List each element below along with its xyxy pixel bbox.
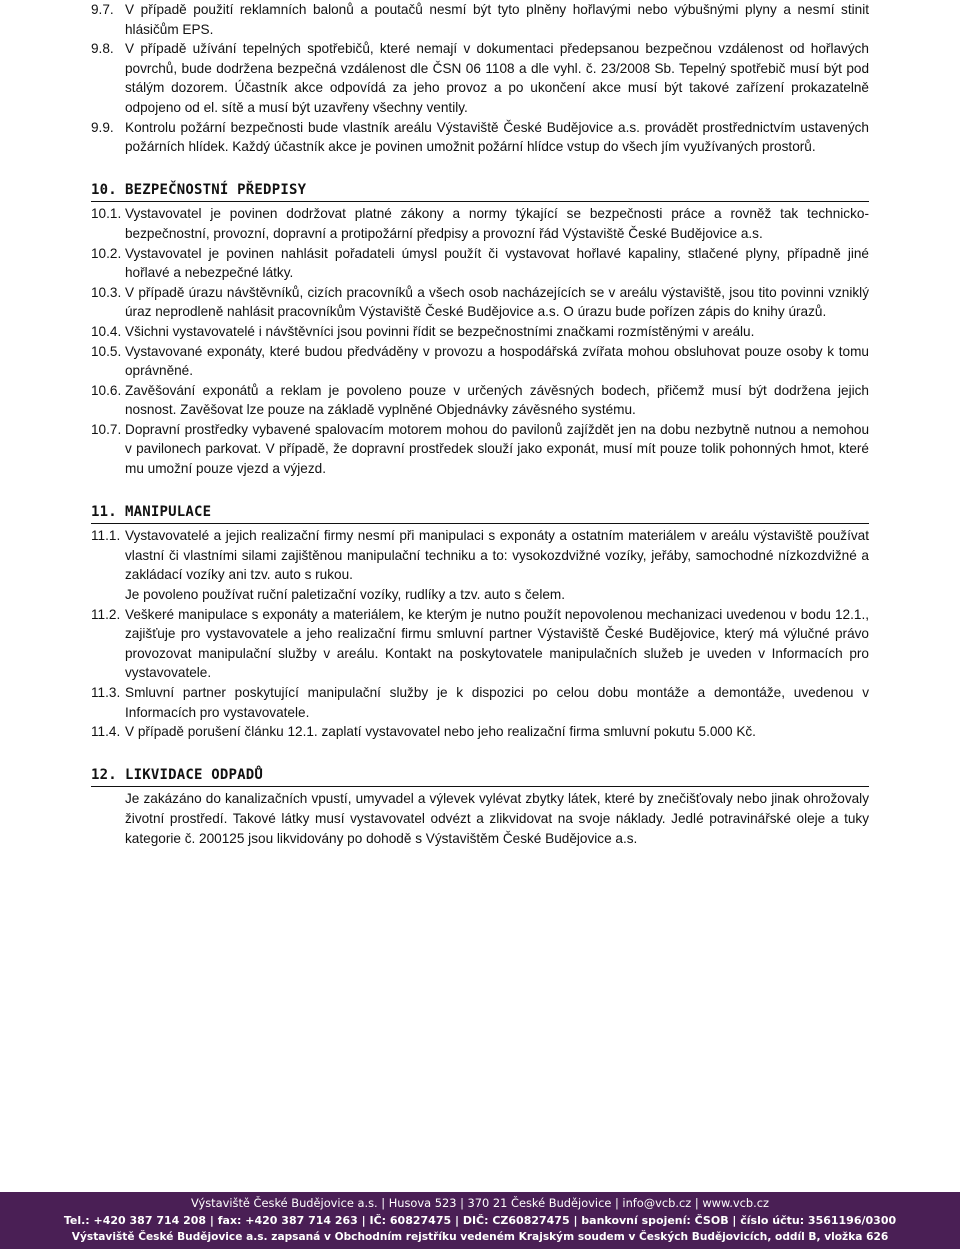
clause-text: Všichni vystavovatelé i návštěvníci jsou povinni řídit se bezpečnostními značkami rozmístěnými v areálu. bbox=[125, 323, 755, 339]
clause-number: 10.4. bbox=[91, 323, 122, 339]
section-9-items bbox=[91, 0, 869, 157]
clause-11-2 bbox=[91, 605, 869, 683]
clause-number: 11.4. bbox=[91, 724, 121, 740]
clause-text: Smluvní partner poskytující manipulační služby je k dispozici po celou dobu montáže a demontáže, uvedenou v Informacích pro vystavovatele. bbox=[125, 685, 869, 720]
section-number: 12. bbox=[91, 766, 117, 783]
clause-number: 9.7. bbox=[91, 2, 114, 17]
clause-10-5 bbox=[91, 342, 869, 381]
clause-9-8 bbox=[91, 39, 869, 117]
clause-text: Vystavovatelé a jejich realizační firmy nesmí při manipulaci s exponáty a ostatním materiálem v areálu výstaviště používat vlastní či vlastními silami zajištěnou manipulační techniku a to: vysokozdvižné vozíky, jeřáby, samochodné nízkozdvižné a zakládací vozíky ani tzv. auto s rukou. bbox=[125, 528, 869, 583]
clause-continuation: Je povoleno používat ruční paletizační vozíky, rudlíky a tzv. auto s čelem. bbox=[125, 587, 565, 603]
clause-10-6 bbox=[91, 381, 869, 420]
clause-number: 10.2. bbox=[91, 245, 122, 261]
clause-number: 10.1. bbox=[91, 206, 122, 222]
footer-company-ids-line: Tel.: +420 387 714 208 | fax: +420 387 714 263 | IČ: 60827475 | DIČ: CZ60827475 | bankovní spojení: ČSOB | číslo účtu: 3561196/0300 bbox=[63, 1214, 897, 1227]
clause-10-1 bbox=[91, 204, 869, 243]
clause-number: 10.7. bbox=[91, 421, 122, 437]
clause-text: V případě porušení článku 12.1. zaplatí vystavovatel nebo jeho realizační firma smluvní pokutu 5.000 Kč. bbox=[125, 724, 756, 740]
clause-10-7 bbox=[91, 420, 869, 479]
clause-number: 9.8. bbox=[91, 41, 114, 57]
clause-text: Veškeré manipulace s exponáty a materiálem, ke kterým je nutno použít nepovolenou mechanizaci uvedenou v bodu 12.1., zajišťuje pro vystavovatele a jeho realizační firmu smluvní partner Výstaviště České Budějovice, který má výlučné právo provozovat manipulační služby v areálu. Kontakt na poskytovatele manipulačních služeb je uveden v Informacích pro vystavovatele. bbox=[125, 606, 869, 681]
clause-text: Vystavované exponáty, které budou předváděny v provozu a hospodářská zvířata mohou obsluhovat pouze osoby k tomu oprávněné. bbox=[125, 343, 869, 379]
clause-text: Zavěšování exponátů a reklam je povoleno pouze v určených závěsných bodech, přičemž musí být dodržena jejich nosnost. Zavěšovat lze pouze na základě vyplněné Objednávky závěsného systému. bbox=[125, 382, 869, 418]
section-11 bbox=[91, 503, 869, 742]
clause-text: Vystavovatel je povinen nahlásit pořadateli úmysl použít či vystavovat hořlavé kapaliny, stlačené plyny, případně jiné hořlavé a nebezpečné látky. bbox=[125, 245, 869, 281]
clause-9-9 bbox=[91, 118, 869, 157]
section-heading bbox=[91, 181, 869, 203]
section-number: 10. bbox=[91, 181, 117, 198]
clause-11-4 bbox=[91, 722, 869, 742]
section-heading bbox=[91, 503, 869, 525]
page-footer bbox=[0, 1192, 960, 1249]
section-12 bbox=[91, 766, 869, 848]
clause-9-7 bbox=[91, 0, 869, 39]
clause-number: 10.3. bbox=[91, 284, 122, 300]
clause-10-2 bbox=[91, 244, 869, 283]
footer-contact-line: Výstaviště České Budějovice a.s. | Husova 523 | 370 21 České Budějovice | info@vcb.cz | www.vcb.cz bbox=[191, 1196, 769, 1210]
clause-10-3 bbox=[91, 283, 869, 322]
clause-text: V případě užívání tepelných spotřebičů, které nemají v dokumentaci předepsanou bezpečnou vzdálenost od hořlavých povrchů, bude dodržena bezpečná vzdálenost dle ČSN 06 1108 a dle vyhl. č. 23/2008 Sb. Tepelný spotřebič musí být pod stálým dozorem. Účastník akce odpovídá za jeho provoz a po ukončení akce musí být takové zařízení prokazatelně odpojeno od el. sítě a musí být uzavřeny všechny ventily. bbox=[125, 41, 869, 115]
clause-number: 11.1. bbox=[91, 528, 121, 544]
section-number: 11. bbox=[91, 503, 117, 520]
clause-number: 10.5. bbox=[91, 343, 122, 359]
section-paragraph: Je zakázáno do kanalizačních vpustí, umyvadel a výlevek vylévat zbytky látek, které by znečišťovaly nebo jinak ohrožovaly životní prostředí. Takové látky musí vystavovatel odvézt a zlikvidovat na svoje náklady. Jedlé potravinářské oleje a tuky kategorie č. 200125 jsou likvidovány po dohodě s Výstavištěm České Budějovice a.s. bbox=[125, 791, 869, 846]
section-heading bbox=[91, 766, 869, 788]
clause-text: Vystavovatel je povinen dodržovat platné zákony a normy týkající se bezpečnosti práce a rovněž tak technicko-bezpečnostní, provozní, dopravní a protipožární předpisy a provozní řád Výstaviště České Budějovice a.s. bbox=[125, 206, 869, 241]
clause-number: 9.9. bbox=[91, 119, 114, 135]
clause-number: 11.3. bbox=[91, 685, 121, 700]
clause-text: Dopravní prostředky vybavené spalovacím motorem mohou do pavilonů zajíždět jen na dobu nezbytně nutnou a nemohou v pavilonech parkovat. V případě, že dopravní prostředek slouží jako exponát, musí mít pouze tolik pohonných hmot, které mu umožní pouze vjezd a výjezd. bbox=[125, 421, 869, 477]
section-title: LIKVIDACE ODPADŮ bbox=[125, 766, 264, 783]
footer-registry-line: Výstaviště České Budějovice a.s. zapsaná v Obchodním rejstříku vedeném Krajským soudem v Českých Budějovicích, oddíl B, vložka 626 bbox=[71, 1231, 889, 1243]
clause-11-3 bbox=[91, 683, 869, 722]
clause-text: Kontrolu požární bezpečnosti bude vlastník areálu Výstaviště České Budějovice a.s. provádět prostřednictvím ustavených požárních hlídek. Každý účastník akce je povinen umožnit požární hlídce vstup do všech jím využívaných prostorů. bbox=[125, 119, 869, 155]
section-10 bbox=[91, 181, 869, 479]
clause-10-4 bbox=[91, 322, 869, 342]
clause-text: V případě použití reklamních balonů a poutačů nesmí být tyto plněny hořlavými nebo výbušnými plyny a nesmí stinit hlásičům EPS. bbox=[125, 2, 869, 37]
clause-text: V případě úrazu návštěvníků, cizích pracovníků a všech osob nacházejících se v areálu výstaviště, jsou tito povinni vzniklý úraz neprodleně nahlásit pracovníkům Výstaviště České Budějovice a.s. O úrazu bude pořízen zápis do knihy úrazů. bbox=[125, 284, 869, 320]
clause-number: 10.6. bbox=[91, 382, 122, 398]
section-title: BEZPEČNOSTNÍ PŘEDPISY bbox=[125, 181, 307, 198]
section-title: MANIPULACE bbox=[125, 503, 212, 520]
clause-11-1 bbox=[91, 526, 869, 585]
document-body bbox=[91, 0, 869, 848]
clause-number: 11.2. bbox=[91, 606, 121, 622]
